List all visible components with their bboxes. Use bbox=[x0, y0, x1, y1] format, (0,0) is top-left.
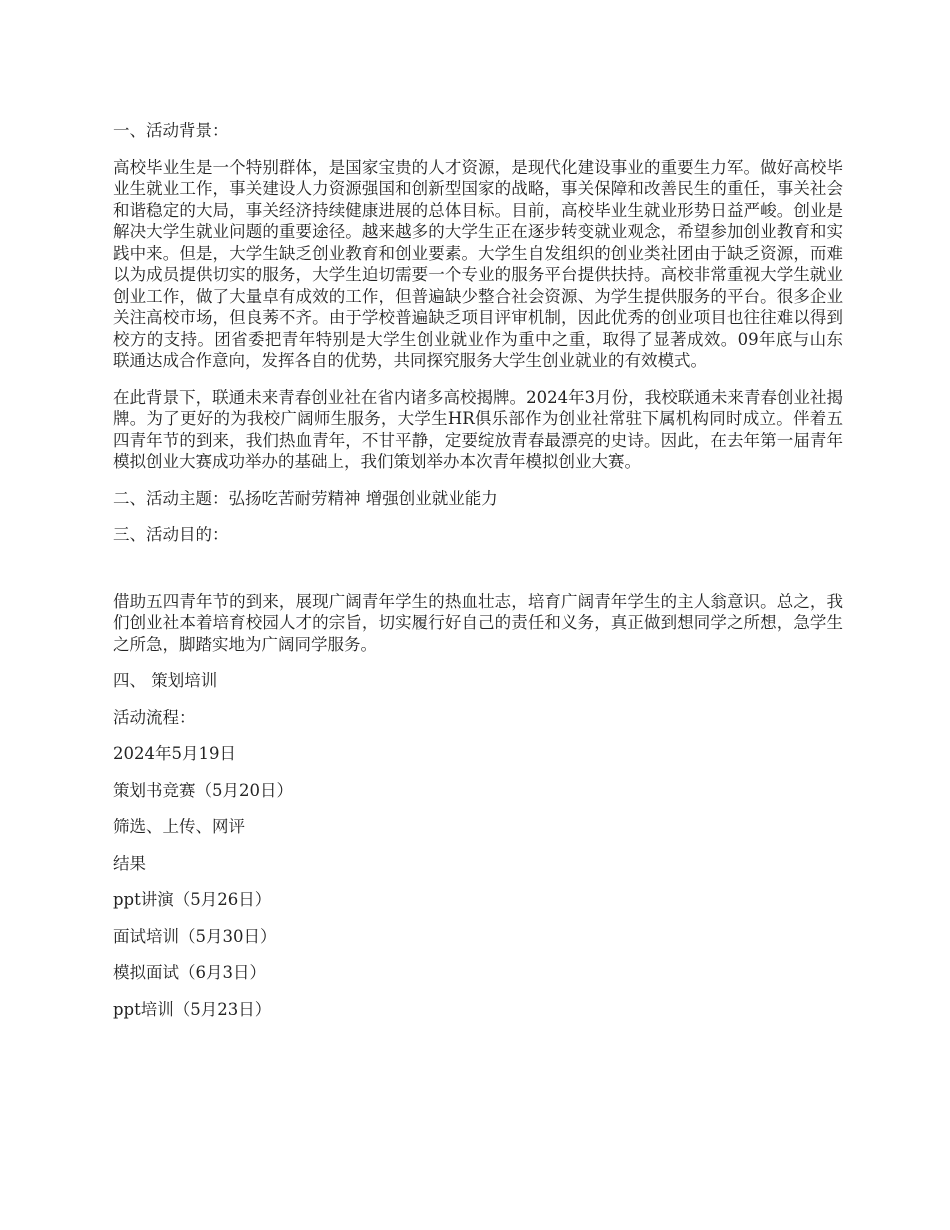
list-item: 面试培训（5月30日） bbox=[113, 926, 277, 946]
spacer bbox=[113, 561, 843, 591]
process-label: 活动流程： bbox=[113, 707, 196, 727]
list-item: 筛选、上传、网评 bbox=[113, 817, 245, 836]
list-item: 2024年5月19日 bbox=[113, 744, 236, 763]
purpose-paragraph: 借助五四青年节的到来，展现广阔青年学生的热血壮志，培育广阔青年学生的主人翁意识。总之，我们创业社本着培育校园人才的宗旨，切实履行好自己的责任和义务，真正做到想同学之所想，急学生之所急，脚踏实地为广阔同学服务。 bbox=[113, 591, 843, 654]
list-item: ppt讲演（5月26日） bbox=[113, 890, 272, 909]
list-item: ppt培训（5月23日） bbox=[113, 999, 272, 1019]
list-item: 策划书竞赛（5月20日） bbox=[113, 780, 293, 800]
list-item: 结果 bbox=[113, 853, 146, 873]
document-page bbox=[113, 120, 843, 1035]
section-heading-background: 一、活动背景： bbox=[113, 121, 229, 140]
background-paragraph-1: 高校毕业生是一个特别群体，是国家宝贵的人才资源，是现代化建设事业的重要生力军。做好高校毕业生就业工作，事关建设人力资源强国和创新型国家的战略，事关保障和改善民生的重任，事关社会和谐稳定的大局，事关经济持续健康进展的总体目标。目前，高校毕业生就业形势日益严峻。创业是解决大学生就业问题的重要途径。越来越多的大学生正在逐步转变就业观念，希望参加创业教育和实践中来。但是，大学生缺乏创业教育和创业要素。大学生自发组织的创业类社团由于缺乏资源，而难以为成员提供切实的服务，大学生迫切需要一个专业的服务平台提供扶持。高校非常重视大学生就业创业工作，做了大量卓有成效的工作，但普遍缺少整合社会资源、为学生提供服务的平台。很多企业关注高校市场，但良莠不齐。由于学校普遍缺乏项目评审机制，因此优秀的创业项目也往往难以得到校方的支持。团省委把青年特别是大学生创业就业作为重中之重，取得了显著成效。09年底与山东联通达成合作意向，发挥各自的优势，共同探究服务大学生创业就业的有效模式。 bbox=[113, 157, 843, 370]
list-item: 模拟面试（6月3日） bbox=[113, 963, 266, 982]
background-paragraph-2: 在此背景下，联通未来青春创业社在省内诸多高校揭牌。2024年3月份，我校联通未来青春创业社揭牌。为了更好的为我校广阔师生服务，大学生HR俱乐部作为创业社常驻下属机构同时成立。伴着五四青年节的到来，我们热血青年，不甘平静，定要绽放青春最漂亮的史诗。因此，在去年第一届青年模拟创业大赛成功举办的基础上，我们策划举办本次青年模拟创业大赛。 bbox=[113, 387, 843, 471]
section-heading-training: 四、 策划培训 bbox=[113, 671, 218, 690]
section-heading-purpose: 三、活动目的： bbox=[113, 525, 229, 544]
section-heading-theme: 二、活动主题：弘扬吃苦耐劳精神 增强创业就业能力 bbox=[113, 488, 498, 508]
